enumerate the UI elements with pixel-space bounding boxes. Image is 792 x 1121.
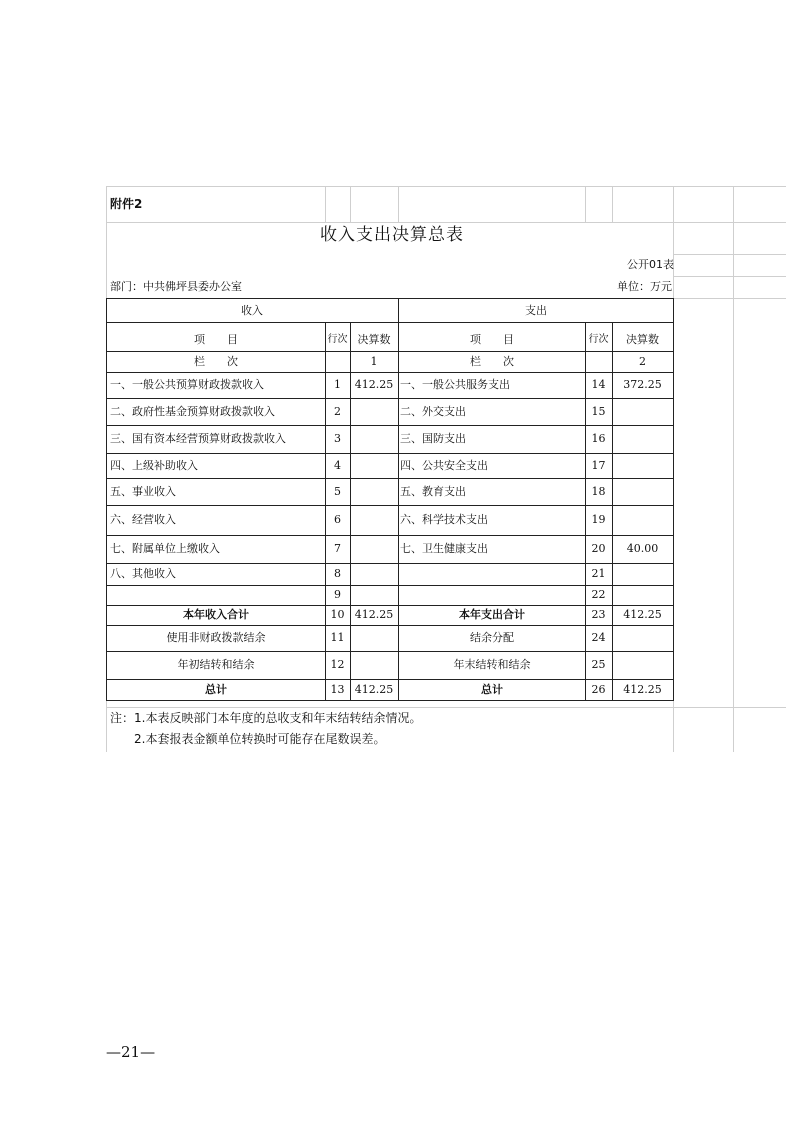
income-item-cell: 五、事业收入 [110, 485, 176, 498]
table-horizontal-line [106, 322, 674, 323]
page-number: —21— [106, 1043, 156, 1061]
note-line-1: 注：1.本表反映部门本年度的总收支和年末结转结余情况。 [110, 711, 422, 725]
table-horizontal-line [106, 651, 674, 652]
expense-no-cell: 16 [591, 432, 606, 445]
expense-no-cell: 14 [591, 378, 606, 391]
expense-column-number: 2 [639, 355, 646, 368]
gridline [585, 186, 586, 222]
table-vertical-line [673, 298, 674, 701]
table-horizontal-line [106, 425, 674, 426]
table-horizontal-line [106, 700, 674, 701]
expense-no-cell: 18 [591, 485, 606, 498]
income-no-cell: 3 [334, 432, 341, 445]
income-no-cell: 11 [330, 631, 345, 644]
income-no-cell: 2 [334, 405, 341, 418]
gridline [673, 298, 786, 299]
expense-item-cell: 七、卫生健康支出 [400, 542, 488, 555]
income-no-cell: 5 [334, 485, 341, 498]
expense-item-cell: 本年支出合计 [459, 608, 525, 621]
table-horizontal-line [106, 535, 674, 536]
expense-no-cell: 20 [591, 542, 606, 555]
gridline [106, 707, 786, 708]
income-item-cell: 三、国有资本经营预算财政拨款收入 [110, 432, 286, 445]
expense-amount-header: 决算数 [626, 333, 659, 346]
attachment-label: 附件2 [110, 197, 143, 211]
expense-amt-cell: 412.25 [623, 683, 662, 696]
income-no-cell: 13 [330, 683, 345, 696]
department-label: 部门：中共佛坪县委办公室 [110, 280, 242, 293]
expense-item-cell: 四、公共安全支出 [400, 459, 488, 472]
income-item-cell: 年初结转和结余 [177, 658, 255, 671]
expense-item-cell: 年末结转和结余 [453, 658, 531, 671]
gridline [612, 186, 613, 222]
table-horizontal-line [106, 563, 674, 564]
table-horizontal-line [106, 605, 674, 606]
expense-item-cell: 六、科学技术支出 [400, 513, 488, 526]
expense-column-label: 栏 次 [470, 355, 514, 368]
income-item-header: 项 目 [194, 333, 238, 346]
income-no-cell: 8 [334, 567, 341, 580]
income-item-cell: 总计 [205, 683, 227, 696]
expense-no-cell: 26 [591, 683, 606, 696]
gridline [398, 186, 399, 222]
expense-item-cell: 结余分配 [470, 631, 514, 644]
expense-item-cell: 三、国防支出 [400, 432, 466, 445]
gridline [106, 222, 786, 223]
income-no-cell: 4 [334, 459, 341, 472]
income-amt-cell: 412.25 [354, 683, 394, 696]
income-no-cell: 1 [334, 378, 341, 391]
income-no-cell: 12 [330, 658, 345, 671]
income-item-cell: 四、上级补助收入 [110, 459, 198, 472]
income-item-cell: 七、附属单位上缴收入 [110, 542, 220, 555]
table-horizontal-line [106, 679, 674, 680]
expense-no-cell: 21 [591, 567, 606, 580]
table-horizontal-line [106, 351, 674, 352]
table-horizontal-line [106, 372, 674, 373]
income-no-cell: 7 [334, 542, 341, 555]
expense-rowno-header: 行次 [588, 334, 609, 345]
expense-item-cell: 总计 [481, 683, 503, 696]
expense-no-cell: 15 [591, 405, 606, 418]
expense-no-cell: 24 [591, 631, 606, 644]
gridline [673, 254, 786, 255]
expense-amt-cell: 412.25 [623, 608, 662, 621]
expense-no-cell: 19 [591, 513, 606, 526]
income-no-cell: 6 [334, 513, 341, 526]
expense-no-cell: 25 [591, 658, 606, 671]
gridline [325, 186, 326, 222]
income-column-number: 1 [370, 355, 378, 368]
income-column-label: 栏 次 [194, 355, 238, 368]
table-horizontal-line [106, 505, 674, 506]
table-horizontal-line [106, 585, 674, 586]
gridline [350, 186, 351, 222]
expense-item-header: 项 目 [470, 333, 514, 346]
expense-header: 支出 [525, 304, 547, 317]
gridline [673, 276, 786, 277]
table-horizontal-line [106, 298, 674, 299]
expense-no-cell: 23 [591, 608, 606, 621]
table-horizontal-line [106, 478, 674, 479]
table-horizontal-line [106, 398, 674, 399]
unit-label: 单位：万元 [617, 280, 672, 293]
income-item-cell: 二、政府性基金预算财政拨款收入 [110, 405, 275, 418]
income-no-cell: 9 [334, 588, 341, 601]
expense-no-cell: 22 [591, 588, 606, 601]
income-rowno-header: 行次 [327, 334, 348, 345]
expense-item-cell: 二、外交支出 [400, 405, 466, 418]
expense-amt-cell: 372.25 [623, 378, 662, 391]
expense-item-cell: 一、一般公共服务支出 [400, 378, 510, 391]
table-horizontal-line [106, 625, 674, 626]
income-header: 收入 [241, 304, 263, 317]
form-code: 公开01表 [627, 258, 674, 271]
table-horizontal-line [106, 453, 674, 454]
page-title: 收入支出决算总表 [320, 225, 464, 245]
income-item-cell: 使用非财政拨款结余 [166, 631, 266, 644]
gridline [733, 186, 734, 752]
income-item-cell: 八、其他收入 [110, 567, 176, 580]
income-item-cell: 一、一般公共预算财政拨款收入 [110, 378, 264, 391]
income-item-cell: 六、经营收入 [110, 513, 176, 526]
income-amount-header: 决算数 [357, 333, 391, 346]
income-amt-cell: 412.25 [354, 608, 394, 621]
gridline [106, 186, 786, 187]
expense-no-cell: 17 [591, 459, 606, 472]
expense-item-cell: 五、教育支出 [400, 485, 466, 498]
income-no-cell: 10 [330, 608, 345, 621]
income-item-cell: 本年收入合计 [183, 608, 249, 621]
income-amt-cell: 412.25 [354, 378, 394, 391]
note-line-2: 2.本套报表金额单位转换时可能存在尾数误差。 [110, 732, 386, 746]
expense-amt-cell: 40.00 [626, 542, 659, 555]
